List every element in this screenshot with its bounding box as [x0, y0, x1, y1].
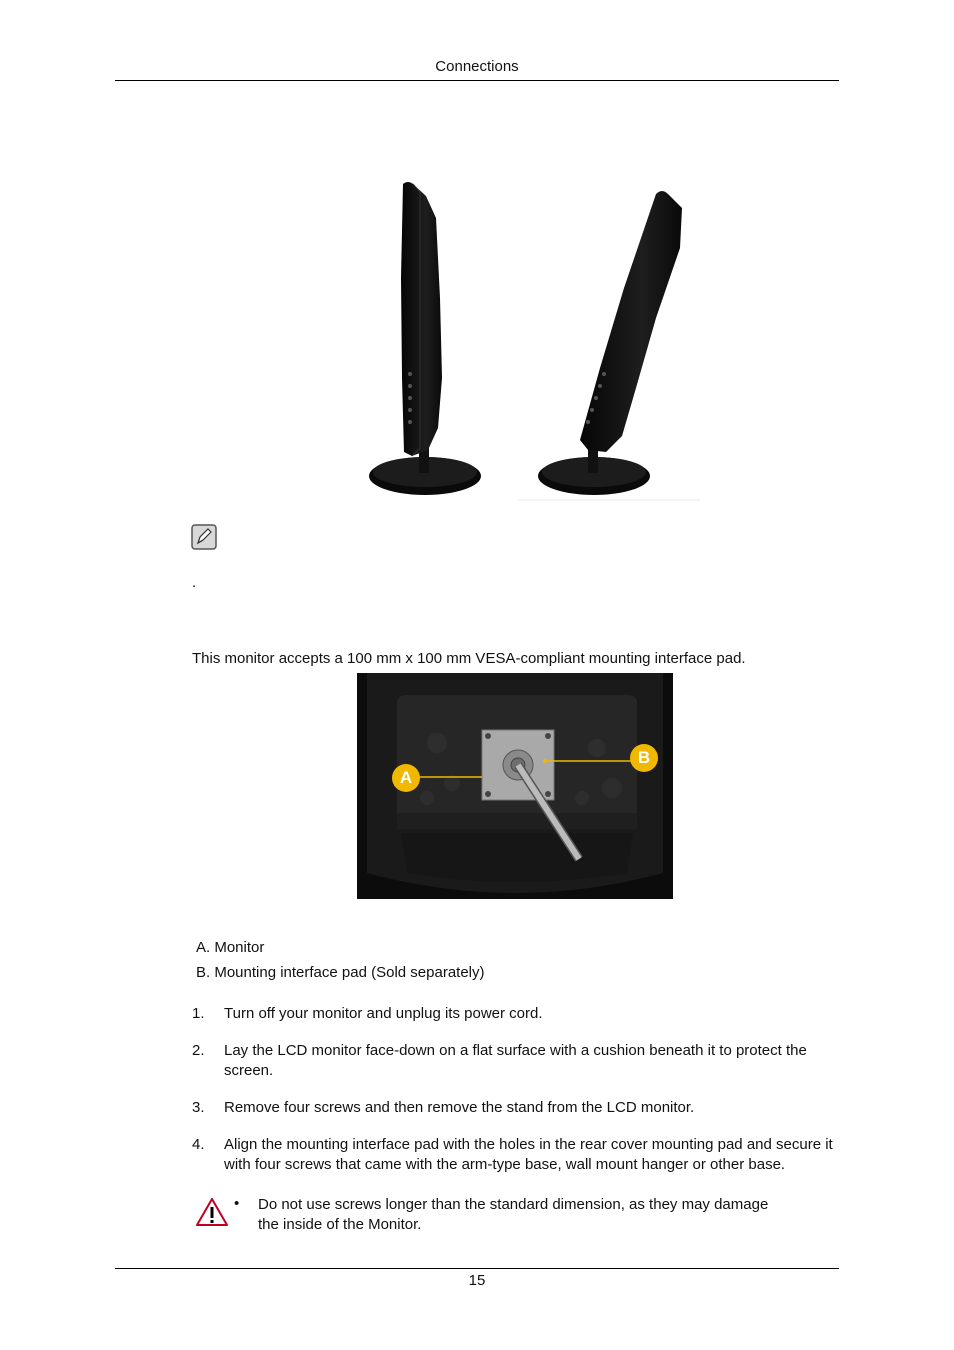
- header-rule: [115, 80, 839, 81]
- step-number: 3.: [192, 1099, 205, 1116]
- step-number: 4.: [192, 1136, 205, 1153]
- monitor-side-view-figure: [360, 178, 705, 503]
- legend-item-a: A. Monitor: [196, 939, 265, 956]
- step-2: [192, 1041, 840, 1081]
- intro-text: This monitor accepts a 100 mm x 100 mm VESA-compliant mounting interface pad.: [192, 650, 746, 667]
- warning-bullet: •: [234, 1195, 240, 1212]
- step-3: [192, 1098, 840, 1118]
- callout-b-badge: B: [630, 744, 658, 772]
- legend-item-b: B. Mounting interface pad (Sold separately): [196, 964, 485, 981]
- step-1: [192, 1004, 840, 1024]
- footer-rule: [115, 1268, 839, 1269]
- step-text: Turn off your monitor and unplug its power cord.: [224, 1005, 543, 1022]
- step-number: 1.: [192, 1005, 205, 1022]
- step-4: [192, 1135, 840, 1175]
- note-pencil-icon: [191, 524, 217, 550]
- step-number: 2.: [192, 1042, 205, 1059]
- step-text: Align the mounting interface pad with the holes in the rear cover mounting pad and secure it with four screws that came with the arm-type base, wall mount hanger or other base.: [224, 1136, 833, 1173]
- step-text: Lay the LCD monitor face-down on a flat surface with a cushion beneath it to protect the screen.: [224, 1042, 807, 1079]
- page-number: 15: [468, 1272, 486, 1289]
- monitor-upright-image: [369, 182, 481, 495]
- warning-text: Do not use screws longer than the standard dimension, as they may damage the inside of the Monitor.: [258, 1196, 769, 1233]
- page-header: Connections: [435, 58, 519, 75]
- warning-triangle-icon: [195, 1197, 229, 1227]
- monitor-tilted-image: [518, 191, 700, 500]
- note-text: .: [192, 574, 197, 591]
- callout-a-badge: A: [392, 764, 420, 792]
- step-text: Remove four screws and then remove the stand from the LCD monitor.: [224, 1099, 695, 1116]
